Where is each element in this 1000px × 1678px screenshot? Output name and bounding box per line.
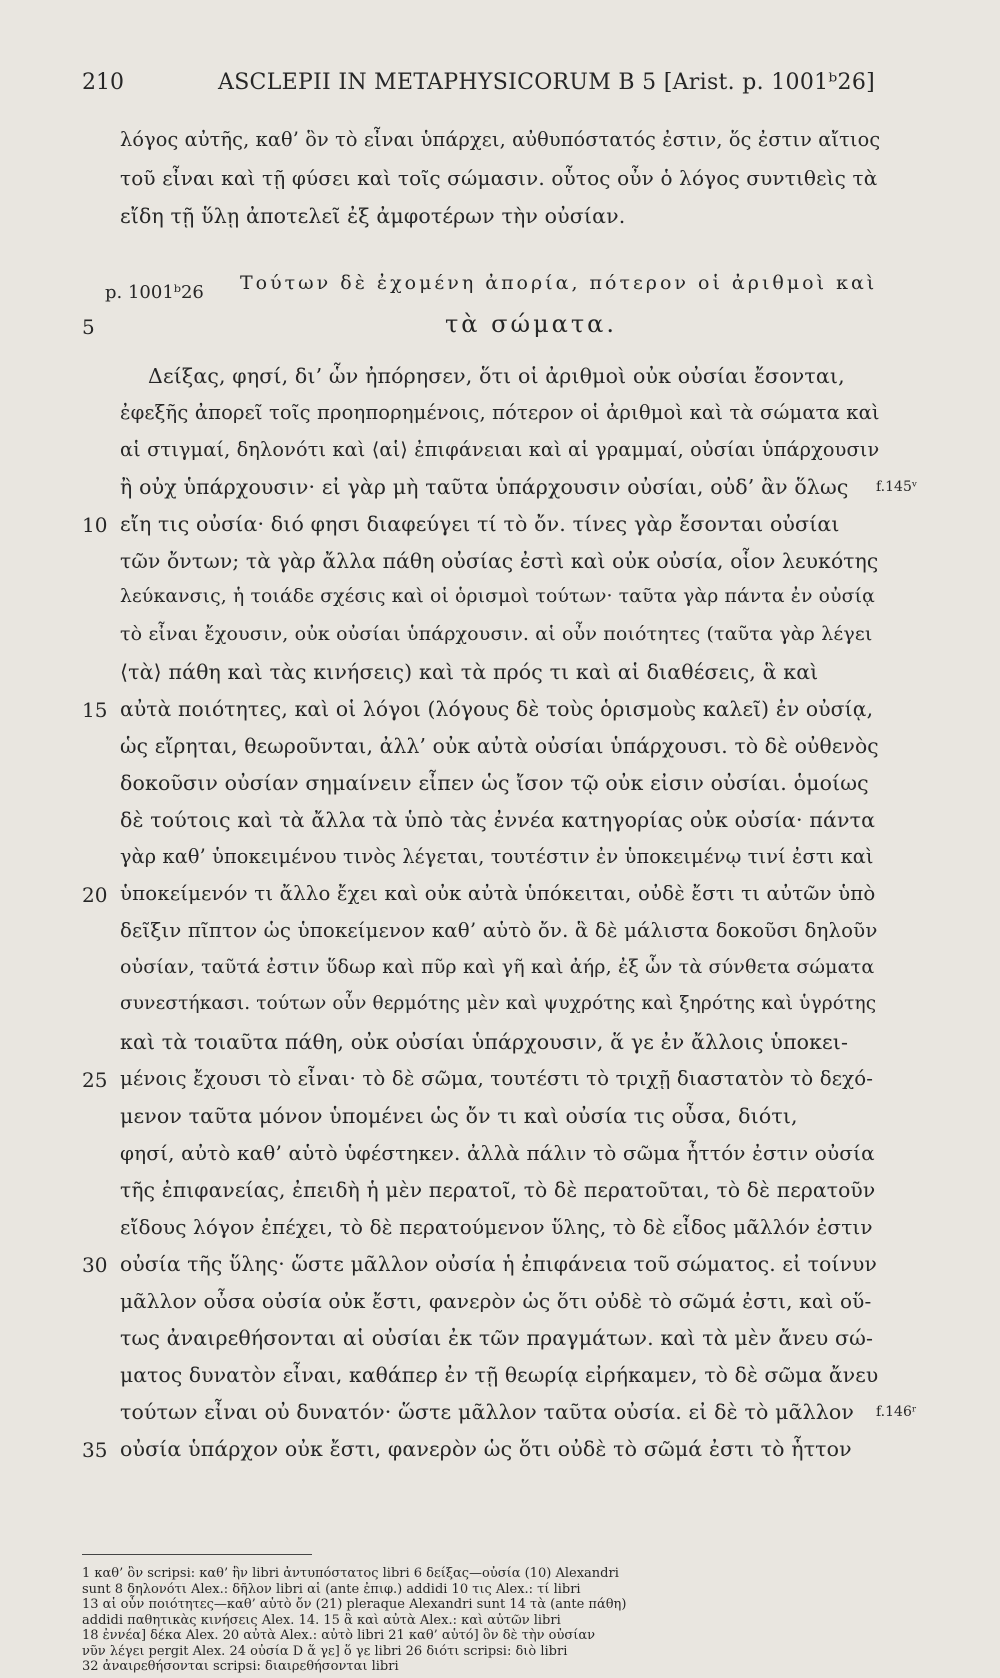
text-line: καὶ τὰ τοιαῦτα πάθη, οὐκ οὐσίαι ὑπάρχουσιν, ἅ γε ἐν ἄλλοις ὑποκει-	[120, 1030, 849, 1054]
footnote-line: 1 καθ’ ὃν scripsi: καθ’ ἣν libri ἀντυπόστατος libri 6 δείξας—οὐσία (10) Alexandri	[82, 1566, 619, 1581]
text-line: λεύκανσις, ἡ τοιάδε σχέσις καὶ οἱ ὁρισμοὶ τούτων· ταῦτα γὰρ πάντα ἐν οὐσίᾳ	[120, 586, 875, 607]
folio-marker: f.145ᵛ	[876, 479, 918, 495]
text-line: ἐφεξῆς ἀπορεῖ τοῖς προηπορημένοις, πότερον οἱ ἀριθμοὶ καὶ τὰ σώματα καὶ	[120, 401, 880, 424]
text-line: γὰρ καθ’ ὑποκειμένου τινὸς λέγεται, τουτέστιν ἐν ὑποκειμένῳ τινί ἐστι καὶ	[120, 845, 874, 868]
footnote-rule	[82, 1554, 312, 1555]
text-line: μενον ταῦτα μόνον ὑπομένει ὡς ὄν τι καὶ οὐσία τις οὖσα, διότι,	[120, 1104, 798, 1128]
text-line: συνεστήκασι. τούτων οὖν θερμότης μὲν καὶ ψυχρότης καὶ ξηρότης καὶ ὑγρότης	[120, 993, 877, 1014]
text-line: εἴδους λόγον ἐπέχει, τὸ δὲ περατούμενον ὕλης, τὸ δὲ εἶδος μᾶλλόν ἐστιν	[120, 1215, 873, 1239]
text-line: οὐσίαν, ταῦτά ἐστιν ὕδωρ καὶ πῦρ καὶ γῆ καὶ ἀήρ, ἐξ ὧν τὰ σύνθετα σώματα	[120, 956, 875, 978]
text-line: ⟨τὰ⟩ πάθη καὶ τὰς κινήσεις) καὶ τὰ πρός τι καὶ αἱ διαθέσεις, ἃ καὶ	[120, 660, 819, 684]
text-line: τῶν ὄντων; τὰ γὰρ ἄλλα πάθη οὐσίας ἐστὶ καὶ οὐκ οὐσία, οἷον λευκότης	[120, 549, 879, 573]
footnote-line: νῦν λέγει pergit Alex. 24 οὐσία D ἅ γε] ὅ γε libri 26 διότι scripsi: διὸ libri	[82, 1643, 568, 1659]
text-line: δοκοῦσιν οὐσίαν σημαίνειν εἶπεν ὡς ἴσον τῷ οὐκ εἰσιν οὐσίαι. ὁμοίως	[120, 771, 869, 795]
footnote-line: 13 αἱ οὖν ποιότητες—καθ’ αὑτὸ ὄν (21) pleraque Alexandri sunt 14 τὰ (ante πάθη)	[82, 1597, 627, 1612]
footnote-line: 32 ἀναιρεθήσονται scripsi: διαιρεθήσονται libri	[82, 1659, 399, 1674]
section-title-continued: τὰ σώματα.	[445, 310, 617, 338]
footnote-line: sunt 8 δηλονότι Alex.: δῆλον libri αἱ (ante ἐπιφ.) addidi 10 τις Alex.: τί libri	[82, 1581, 581, 1597]
line-number: 10	[82, 513, 108, 537]
line-number: 15	[82, 698, 108, 722]
line-number: 5	[82, 315, 95, 339]
text-line: μένοις ἔχουσι τὸ εἶναι· τὸ δὲ σῶμα, τουτέστι τὸ τριχῇ διαστατὸν τὸ δεχό-	[120, 1067, 874, 1090]
text-line: λόγος αὐτῆς, καθ’ ὃν τὸ εἶναι ὑπάρχει, αὐθυπόστατός ἐστιν, ὅς ἐστιν αἴτιος	[120, 128, 881, 151]
footnote-line: 18 ἐννέα] δέκα Alex. 20 αὐτὰ Alex.: αὐτὸ libri 21 καθ’ αὑτό] ὃν δὲ τὴν οὐσίαν	[82, 1628, 596, 1643]
text-line: οὐσία ὑπάρχον οὐκ ἔστι, φανερὸν ὡς ὅτι οὐδὲ τὸ σῶμά ἐστι τὸ ἧττον	[120, 1437, 852, 1461]
running-title: ASCLEPII IN METAPHYSICORUM B 5 [Arist. p. 1001ᵇ26]	[218, 70, 876, 95]
text-line: μᾶλλον οὖσα οὐσία οὐκ ἔστι, φανερὸν ὡς ὅτι οὐδὲ τὸ σῶμά ἐστι, καὶ οὕ-	[120, 1289, 872, 1313]
text-line: ὑποκείμενόν τι ἄλλο ἔχει καὶ οὐκ αὐτὰ ὑπόκειται, οὐδὲ ἔστι τι αὐτῶν ὑπὸ	[120, 882, 876, 905]
line-number: 30	[82, 1253, 108, 1277]
text-line: τὸ εἶναι ἔχουσιν, οὐκ οὐσίαι ὑπάρχουσιν. αἱ οὖν ποιότητες (ταῦτα γὰρ λέγει	[120, 623, 873, 645]
footnote-line: addidi παθητικὰς κινήσεις Alex. 14. 15 ἃ καὶ αὐτὰ Alex.: καὶ αὐτῶν libri	[82, 1612, 561, 1628]
text-line: τως ἀναιρεθήσονται αἱ οὐσίαι ἐκ τῶν πραγμάτων. καὶ τὰ μὲν ἄνευ σώ-	[120, 1326, 874, 1350]
text-line: αὐτὰ ποιότητες, καὶ οἱ λόγοι (λόγους δὲ τοὺς ὁρισμοὺς καλεῖ) ἐν οὐσίᾳ,	[120, 697, 874, 721]
text-line: ὡς εἴρηται, θεωροῦνται, ἀλλ’ οὐκ αὐτὰ οὐσίαι ὑπάρχουσι. τὸ δὲ οὐθενὸς	[120, 734, 879, 758]
text-line: ματος δυνατὸν εἶναι, καθάπερ ἐν τῇ θεωρίᾳ εἰρήκαμεν, τὸ δὲ σῶμα ἄνευ	[120, 1363, 879, 1387]
line-number: 35	[82, 1438, 108, 1462]
line-number: 20	[82, 883, 108, 907]
text-line: οὐσία τῆς ὕλης· ὥστε μᾶλλον οὐσία ἡ ἐπιφάνεια τοῦ σώματος. εἰ τοίνυν	[120, 1252, 877, 1276]
section-reference: p. 1001ᵇ26	[105, 282, 204, 303]
text-line: τῆς ἐπιφανείας, ἐπειδὴ ἡ μὲν περατοῖ, τὸ δὲ περατοῦται, τὸ δὲ περατοῦν	[120, 1178, 876, 1202]
text-line: εἴη τις οὐσία· διό φησι διαφεύγει τί τὸ ὄν. τίνες γὰρ ἔσονται οὐσίαι	[120, 512, 840, 536]
text-line: φησί, αὐτὸ καθ’ αὑτὸ ὑφέστηκεν. ἀλλὰ πάλιν τὸ σῶμα ἧττόν ἐστιν οὐσία	[120, 1141, 875, 1165]
text-line: εἴδη τῇ ὕλῃ ἀποτελεῖ ἐξ ἀμφοτέρων τὴν οὐσίαν.	[120, 204, 626, 228]
line-number: 25	[82, 1068, 108, 1092]
section-title: Τούτων δὲ ἐχομένη ἀπορία, πότερον οἱ ἀριθμοὶ καὶ	[240, 272, 878, 294]
text-line: Δείξας, φησί, δι’ ὧν ἠπόρησεν, ὅτι οἱ ἀριθμοὶ οὐκ οὐσίαι ἔσονται,	[148, 364, 845, 388]
text-line: αἱ στιγμαί, δηλονότι καὶ ⟨αἱ⟩ ἐπιφάνειαι καὶ αἱ γραμμαί, οὐσίαι ὑπάρχουσιν	[120, 438, 880, 461]
page-number: 210	[82, 70, 124, 95]
text-line: τοῦ εἶναι καὶ τῇ φύσει καὶ τοῖς σώμασιν. οὗτος οὖν ὁ λόγος συντιθεὶς τὰ	[120, 166, 878, 190]
text-line: τούτων εἶναι οὐ δυνατόν· ὥστε μᾶλλον ταῦτα οὐσία. εἰ δὲ τὸ μᾶλλον	[120, 1400, 854, 1424]
text-line: ἢ οὐχ ὑπάρχουσιν· εἰ γὰρ μὴ ταῦτα ὑπάρχουσιν οὐσίαι, οὐδ’ ἂν ὅλως	[120, 475, 849, 499]
text-line: δεῖξιν πῖπτον ὡς ὑποκείμενον καθ’ αὑτὸ ὄν. ἃ δὲ μάλιστα δοκοῦσι δηλοῦν	[120, 919, 878, 942]
folio-marker: f.146ʳ	[876, 1404, 917, 1420]
text-line: δὲ τούτοις καὶ τὰ ἄλλα τὰ ὑπὸ τὰς ἐννέα κατηγορίας οὐκ οὐσία· πάντα	[120, 808, 876, 832]
